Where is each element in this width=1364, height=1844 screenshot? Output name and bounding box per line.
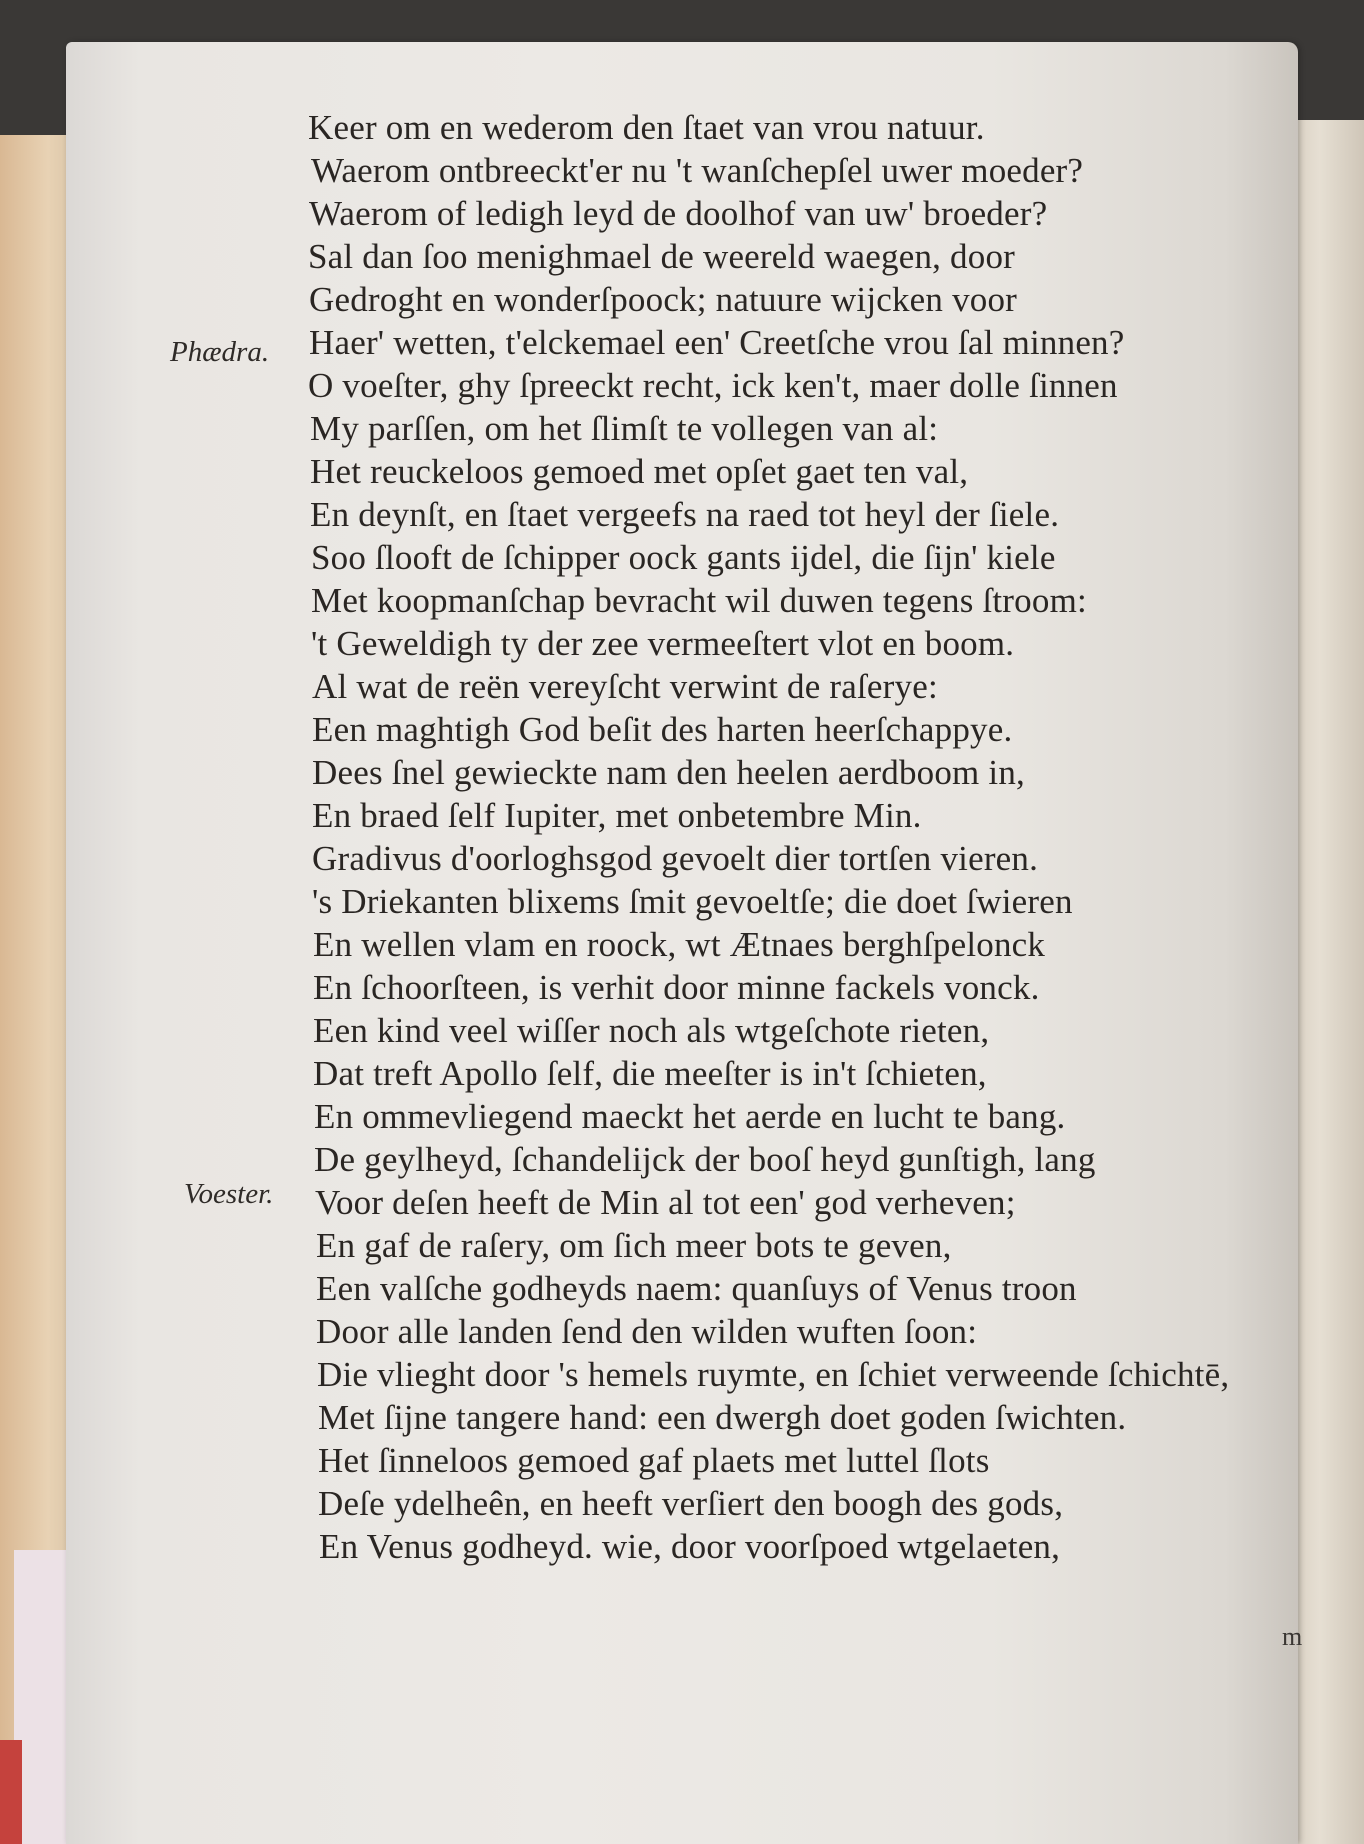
verse-line: Een maghtigh God beſit des harten heerſchappye. xyxy=(312,710,1013,749)
verse-line: Met ſijne tangere hand: een dwergh doet goden ſwichten. xyxy=(318,1398,1127,1437)
verse-line: Die vlieght door 's hemels ruymte, en ſchiet verweende ſchichtē, xyxy=(317,1355,1230,1394)
verse-line: En wellen vlam en roock, wt Ætnaes berghſpelonck xyxy=(313,925,1046,964)
verse-line: Soo ſlooft de ſchipper oock gants ijdel, die ſijn' kiele xyxy=(311,538,1056,577)
verse-line: En ommevliegend maeckt het aerde en lucht te bang. xyxy=(314,1097,1066,1136)
verse-line: Voor deſen heeft de Min al tot een' god verheven; xyxy=(315,1183,1016,1222)
underlying-page-right xyxy=(1290,120,1364,1844)
verse-line: Een valſche godheyds naem: quanſuys of Venus troon xyxy=(316,1269,1077,1308)
verse-line: Het reuckeloos gemoed met opſet gaet ten val, xyxy=(310,452,969,491)
verse-line: Gradivus d'oorloghsgod gevoelt dier tortſen vieren. xyxy=(312,839,1039,878)
verse-line: Door alle landen ſend den wilden wuften ſoon: xyxy=(316,1312,978,1351)
verse-line: Deſe ydelheên, en heeft verſiert den boogh des gods, xyxy=(318,1484,1064,1523)
verse-line: Een kind veel wiſſer noch als wtgeſchote rieten, xyxy=(313,1011,990,1050)
verse-line: O voeſter, ghy ſpreeckt recht, ick ken't, maer dolle ſinnen xyxy=(308,366,1118,405)
background-red-edge xyxy=(0,1740,22,1844)
verse-line: En ſchoorſteen, is verhit door minne fackels vonck. xyxy=(313,968,1040,1007)
verse-line: En Venus godheyd. wie, door voorſpoed wtgelaeten, xyxy=(319,1527,1061,1566)
verse-line: 's Driekanten blixems ſmit gevoeltſe; die doet ſwieren xyxy=(312,882,1073,921)
verse-line: En gaf de raſery, om ſich meer bots te geven, xyxy=(316,1226,952,1265)
verse-line: En deynſt, en ſtaet vergeefs na raed tot heyl der ſiele. xyxy=(310,495,1060,534)
verse-line: Waerom of ledigh leyd de doolhof van uw' broeder? xyxy=(309,194,1048,233)
verse-line: Met koopmanſchap bevracht wil duwen tegens ſtroom: xyxy=(311,581,1087,620)
verse-line: 't Geweldigh ty der zee vermeeſtert vlot en boom. xyxy=(311,624,1015,663)
speaker-label-voester: Voester. xyxy=(184,1178,274,1210)
verse-line: Waerom ontbreeckt'er nu 't wanſchepſel uwer moeder? xyxy=(311,151,1084,190)
verse-line: Gedroght en wonderſpoock; natuure wijcken voor xyxy=(309,280,1018,319)
verse-line: Keer om en wederom den ſtaet van vrou natuur. xyxy=(308,108,985,147)
verse-line: De geylheyd, ſchandelijck der booſ heyd gunſtigh, lang xyxy=(314,1140,1096,1179)
book-page xyxy=(66,42,1303,1844)
verse-line: Dees ſnel gewieckte nam den heelen aerdboom in, xyxy=(312,753,1026,792)
catchword: m xyxy=(1282,1622,1303,1651)
verse-line: Het ſinneloos gemoed gaf plaets met luttel ſlots xyxy=(318,1441,990,1480)
speaker-label-phaedra: Phædra. xyxy=(170,336,270,368)
verse-line: Sal dan ſoo menighmael de weereld waegen, door xyxy=(308,237,1016,276)
verse-line: Al wat de reën vereyſcht verwint de raſerye: xyxy=(312,667,938,706)
verse-line: Dat treft Apollo ſelf, die meeſter is in't ſchieten, xyxy=(313,1054,987,1093)
verse-line: My parſſen, om het ſlimſt te vollegen van al: xyxy=(310,409,939,448)
verse-line: En braed ſelf Iupiter, met onbetembre Min. xyxy=(312,796,922,835)
verse-line: Haer' wetten, t'elckemael een' Creetſche vrou ſal minnen? xyxy=(309,323,1125,362)
